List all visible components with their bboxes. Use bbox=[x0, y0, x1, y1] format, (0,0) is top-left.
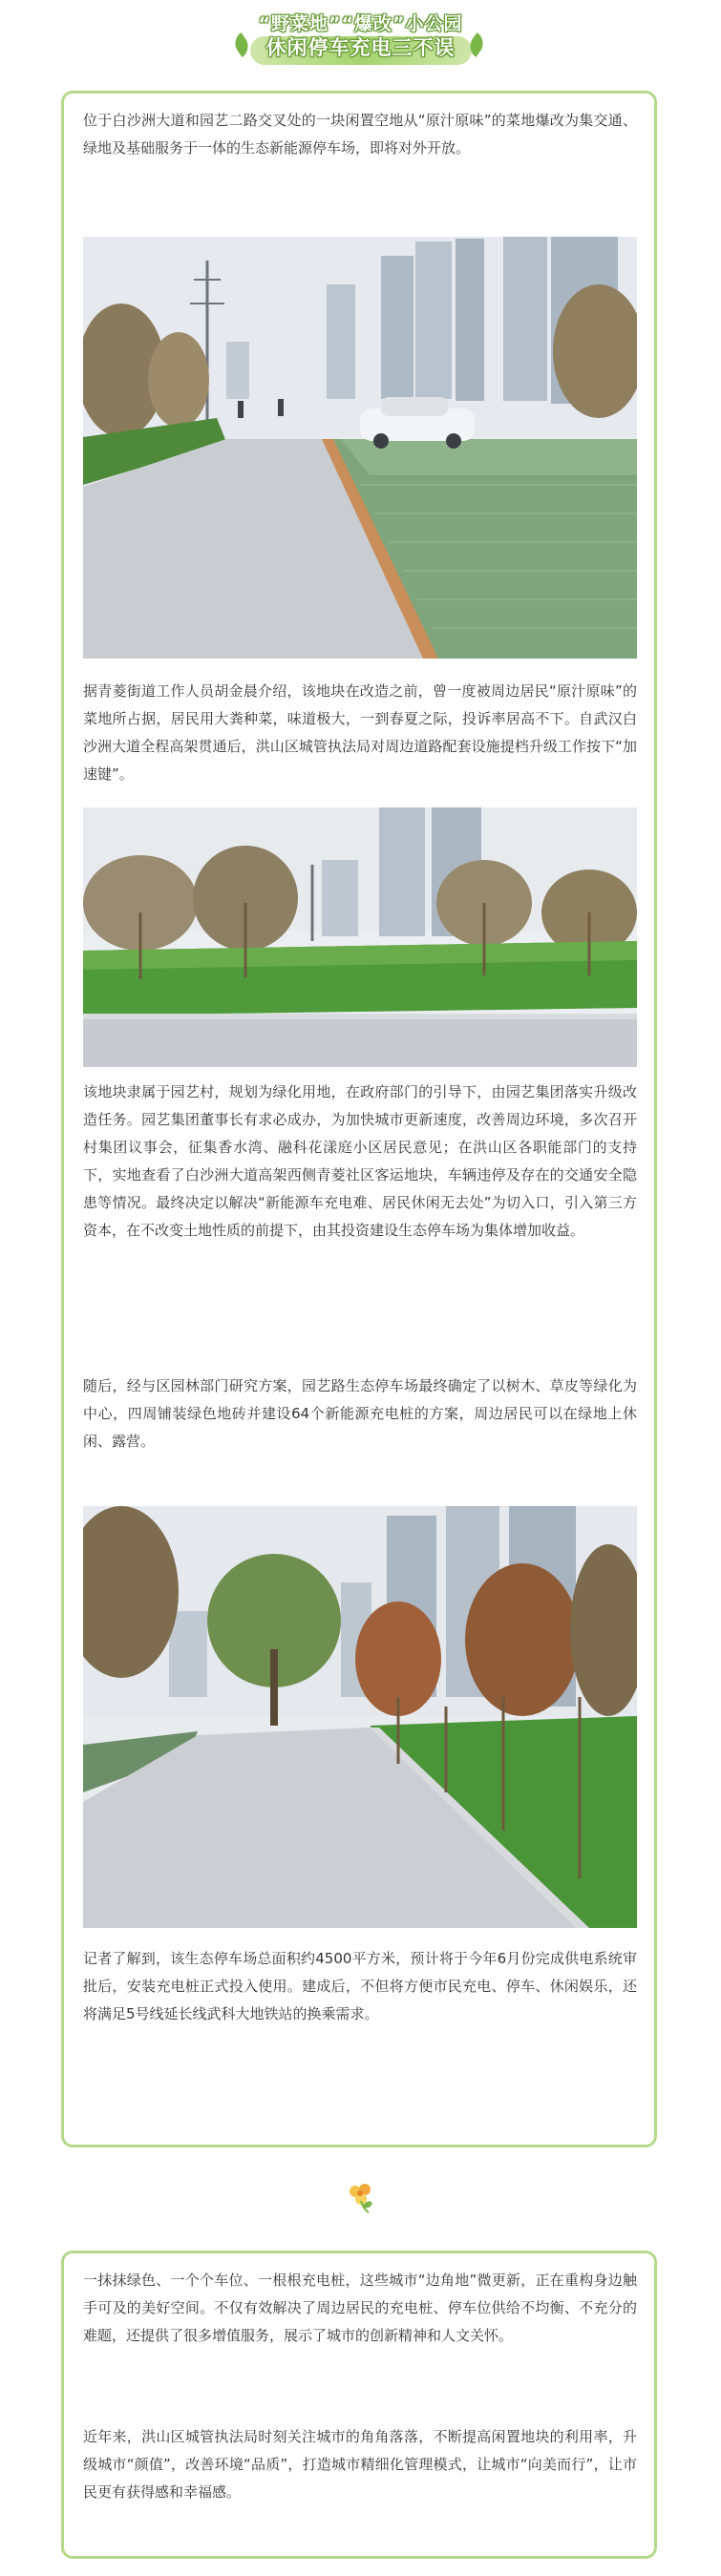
photo-lawn bbox=[83, 807, 637, 1067]
article-card bbox=[61, 91, 657, 2147]
article-title bbox=[0, 0, 721, 74]
title-line-1: “野菜地”“爆改”小公园 bbox=[258, 13, 463, 34]
flower-icon bbox=[342, 2178, 380, 2216]
paragraph-planning: 该地块隶属于园艺村，规划为绿化用地，在政府部门的引导下，由园艺集团落实升级改造任务。园艺集团董事长有求必成办，为加快城市更新速度，改善周边环境，多次召开村集团议事会，征集香水湾、融科花漾庭小区居民意见；在洪山区各职能部门的支持下，实地查看了白沙洲大道高架西侧青菱社区客运地块，车辆违停及存在的交通安全隐患等情况。最终决定以解决“新能源车充电难、居民休闲无去处”为切入口，引入第三方资本，在不改变土地性质的前提下，由其投资建设生态停车场为集体增加收益。 bbox=[83, 1083, 637, 1239]
paragraph-closing-2: 近年来，洪山区城管执法局时刻关注城市的角角落落，不断提高闲置地块的利用率，升级城市“颜值”，改善环境“品质”，打造城市精细化管理模式，让城市“向美而行”，让市民更有获得感和幸福感。 bbox=[83, 2428, 637, 2501]
title-line-2: 休闲停车充电三不误 bbox=[265, 36, 456, 59]
paragraph-plan: 随后，经与区园林部门研究方案，园艺路生态停车场最终确定了以树木、草皮等绿化为中心，四周铺装绿色地砖并建设64个新能源充电桩的方案，周边居民可以在绿地上休闲、露营。 bbox=[83, 1377, 637, 1450]
paragraph-intro: 位于白沙洲大道和园艺二路交叉处的一块闲置空地从“原汁原味”的菜地爆改为集交通、绿地及基础服务于一体的生态新能源停车场，即将对外开放。 bbox=[83, 112, 637, 157]
paragraph-outlook: 记者了解到，该生态停车场总面积约4500平方米，预计将于今年6月份完成供电系统审批后，安装充电桩正式投入使用。建成后，不但将方便市民充电、停车、休闲娱乐，还将满足5号线延长线武科大地铁站的换乘需求。 bbox=[83, 1950, 637, 2022]
paragraph-closing-1: 一抹抹绿色、一个个车位、一根根充电桩，这些城市“边角地”微更新，正在重构身边触手可及的美好空间。不仅有效解决了周边居民的充电桩、停车位供给不均衡、不充分的难题，还提供了很多增值服务，展示了城市的创新精神和人文关怀。 bbox=[83, 2272, 637, 2344]
closing-card bbox=[61, 2251, 657, 2559]
paragraph-background: 据青菱街道工作人员胡金晨介绍，该地块在改造之前，曾一度被周边居民“原汁原味”的菜地所占据，居民用大粪种菜，味道极大，一到春夏之际，投诉率居高不下。自武汉白沙洲大道全程高架贯通后，洪山区城管执法局对周边道路配套设施提档升级工作按下“加速键”。 bbox=[83, 682, 637, 783]
photo-path bbox=[83, 1506, 637, 1928]
photo-parking-lot bbox=[83, 237, 637, 659]
